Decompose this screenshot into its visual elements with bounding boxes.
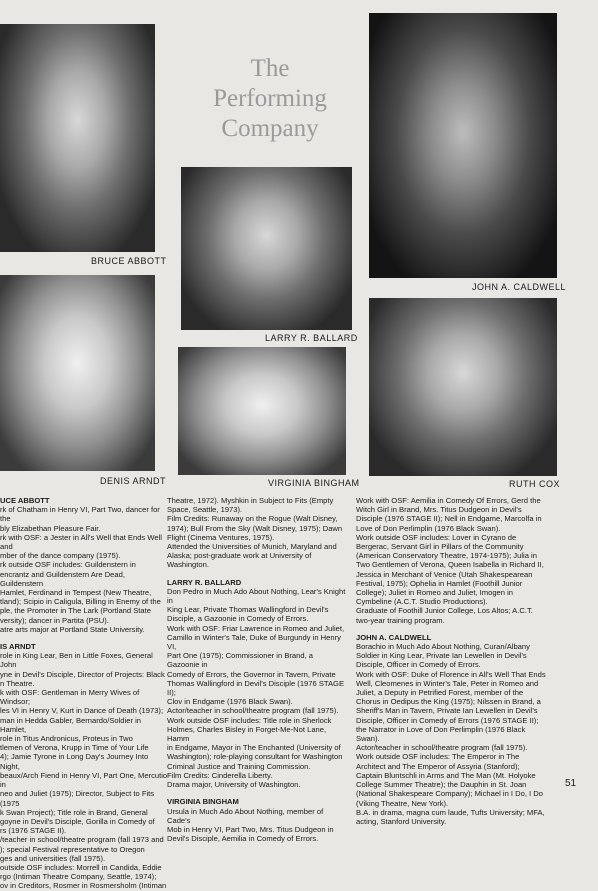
bio-line: Flight (Cinema Ventures, 1975). <box>167 532 275 542</box>
bio-line: Devil's Disciple, Aemilia in Comedy of Errors. <box>167 834 319 844</box>
bio-line: ); special Festival representative to Oregon <box>0 844 145 854</box>
bio-line: Washington. <box>167 560 209 570</box>
bio-line: College); Juliet in Romeo and Juliet, Imogen in <box>356 588 514 598</box>
bio-line: Disciple (1976 STAGE II); Nell in Endgame, Marcolfa in <box>356 514 542 524</box>
bio-line: 1974); Bull From the Sky (Walt Disney, 1975); Dawn <box>167 523 343 533</box>
bio-line: (American Conservatory Theatre, 1974-1975); Julia in <box>356 551 537 561</box>
bio-line: Cymbeline (A.C.T. Studio Productions). <box>356 597 488 607</box>
bio-line: Witch Girl in Brand, Mrs. Titus Dudgeon in Devil's <box>356 505 522 515</box>
bio-line: k with OSF: Gentleman in Merry Wives of Windsor; <box>0 688 140 707</box>
bio-line: goyne in Devil's Disciple, Gorilla in Comedy of <box>0 816 155 826</box>
bio-line: tlemen of Verona, Krupp in Time of Your Life <box>0 743 149 753</box>
bio-line: Ursula in Much Ado About Nothing, member of Cade's <box>167 806 324 825</box>
bio-line: 4); Jamie Tyrone in Long Day's Journey Into Night, <box>0 752 149 771</box>
photo-virginia-bingham <box>178 347 346 475</box>
bio-line: Work outside OSF includes: Title role in Sherlock <box>167 715 332 725</box>
bio-line: Festival, 1975); Ophelia in Hamlet (Foothill Junior <box>356 578 523 588</box>
bio-line: Chorus in Oedipus the King (1975); Nilssen in Brand, a <box>356 697 541 707</box>
bio-line: Disciple, Officer in Comedy of Errors. <box>356 660 481 670</box>
bio-line: n Theatre. <box>0 678 35 688</box>
bio-line: Architect and The Emperor of Assyria (Stanford); <box>356 761 520 771</box>
bio-line: neo and Juliet (1975); Director, Subject to Fits (1975 <box>0 789 155 808</box>
bio-column-1 <box>0 496 168 891</box>
bio-line: atre arts major at Portland State University. <box>0 624 145 634</box>
bio-line: rk outside OSF includes: Guildenstern in <box>0 560 136 570</box>
bio-column-3 <box>356 496 556 826</box>
page-number: 51 <box>565 778 577 789</box>
caption-john-caldwell: JOHN A. CALDWELL <box>472 282 567 292</box>
bio-line: Washington); role-playing consultant for Washington <box>167 752 343 762</box>
bio-line: Criminal Justice and Training Commission. <box>167 761 311 771</box>
bio-line: ov in Creditors, Rosmer in Rosmersholm (Intiman <box>0 881 167 891</box>
caption-virginia-bingham: VIRGINIA BINGHAM <box>268 478 360 488</box>
bio-line: Juliet, a Deputy in Petrified Forest, member of the <box>356 688 524 698</box>
bio-heading: UCE ABBOTT <box>0 496 50 505</box>
bio-line: King Lear, Private Thomas Wallingford in Devil's <box>167 605 329 615</box>
bio-line: tland); Scipio in Caligula, Billing in Enemy of the <box>0 597 161 607</box>
bio-line: College Summer Theatre); the Dauphin in St. Joan <box>356 780 527 790</box>
bio-line: Actor/teacher in school/theatre program (fall 1975). <box>167 706 339 716</box>
bio-line: B.A. in drama, magna cum laude, Tufts University; MFA, <box>356 807 545 817</box>
bio-line: rk of Chatham in Henry VI, Part Two, dancer for the <box>0 505 160 524</box>
bio-line: Graduate of Foothill Junior College, Los Altos; A.C.T. <box>356 606 533 616</box>
page-title: The Performing Company <box>213 55 327 142</box>
bio-line: Clov in Endgame (1976 Black Swan). <box>167 697 293 707</box>
bio-line: (National Shakespeare Company); Michael in I Do, I Do <box>356 789 543 799</box>
caption-denis-arndt: DENIS ARNDT <box>100 476 167 486</box>
bio-line: Jessica in Merchant of Venice (Utah Shakespearean <box>356 569 533 579</box>
bio-line: Attended the Universities of Munich, Maryland and <box>167 542 337 552</box>
bio-line: man in Hedda Gabler, Bernardo/Soldier in Hamlet, <box>0 715 141 734</box>
bio-line: rs (1976 STAGE II). <box>0 826 67 836</box>
bio-line: encrantz and Guildenstern Are Dead, Guildenstern <box>0 569 125 588</box>
bio-line: Comedy of Errors, the Governor in Tavern, Private <box>167 669 336 679</box>
bio-line: beaux/Arch Fiend in Henry VI, Part One, Mercutio in <box>0 770 168 790</box>
bio-line: rk with OSF: a Jester in All's Well that Ends Well and <box>0 532 162 552</box>
bio-column-2 <box>167 496 347 844</box>
bio-line: bly Elizabethan Pleasure Fair. <box>0 523 101 533</box>
bio-heading: LARRY R. BALLARD <box>167 577 242 587</box>
bio-line: Borachio in Much Ado About Nothing, Curan/Albany <box>356 642 530 652</box>
bio-line: yne in Devil's Disciple, Director of Projects: Black <box>0 669 165 679</box>
bio-line: Swan). <box>356 734 380 744</box>
bio-line: /teacher in school/theatre program (fall 1973 and <box>0 835 164 845</box>
photo-john-caldwell <box>369 13 557 278</box>
bio-line: Film Credits: Cinderella Liberty. <box>167 770 273 780</box>
bio-line: role in Titus Andronicus, Proteus in Two <box>0 734 133 744</box>
bio-line: Disciple, Officer in Comedy of Errors (1976 STAGE II); <box>356 715 539 725</box>
bio-line: k Swan Project); Title role in Brand, General <box>0 807 148 817</box>
bio-line: Work with OSF: Duke of Florence in All's Well That Ends <box>356 669 546 679</box>
bio-line: two-year training program. <box>356 615 445 625</box>
bio-line: Love of Don Perlimplin (1976 Black Swan). <box>356 523 501 533</box>
bio-line: Work outside OSF includes: Lover in Cyrano de <box>356 532 517 542</box>
bio-line: Actor/teacher in school/theatre program (fall 1975). <box>356 743 528 753</box>
bio-heading: VIRGINIA BINGHAM <box>167 797 239 807</box>
bio-line: Well, Cleomenes in Winter's Tale, Peter in Romeo and <box>356 678 539 688</box>
photo-denis-arndt <box>0 275 155 471</box>
bio-line: acting, Stanford University. <box>356 816 447 826</box>
bio-line: rgo (Intiman Theatre Company, Seattle, 1974); <box>0 872 157 882</box>
bio-line: Drama major, University of Washington. <box>167 780 301 790</box>
bio-line: Space, Seattle, 1973). <box>167 505 243 515</box>
bio-line: Part One (1975); Commissioner in Brand, a Gazoonie in <box>167 651 314 670</box>
bio-line: Film Credits: Runaway on the Rogue (Walt Disney, <box>167 514 338 524</box>
photo-larry-ballard <box>181 167 352 330</box>
bio-line: mber of the dance company (1975). <box>0 551 121 561</box>
bio-line: versity); dancer in Partita (PSU). <box>0 615 109 625</box>
bio-line: Hamlet, Ferdinand in Tempest (New Theatre, <box>0 588 152 598</box>
bio-line: Work with OSF: Friar Lawrence in Romeo and Juliet, <box>167 623 345 633</box>
caption-bruce-abbott: BRUCE ABBOTT <box>91 256 167 266</box>
bio-line: Disciple, a Gazoonie in Comedy of Errors. <box>167 614 309 624</box>
bio-heading: IS ARNDT <box>0 642 36 652</box>
bio-line: Bergerac, Servant Girl in Pillars of the Community <box>356 542 524 552</box>
photo-ruth-cox <box>369 298 557 476</box>
caption-ruth-cox: RUTH COX <box>509 479 560 489</box>
bio-line: Alaska; post-graduate work at University of <box>167 551 312 561</box>
bio-line: Theatre, 1972). Myshkin in Subject to Fits (Empty <box>167 496 334 505</box>
bio-line: the Narrator in Love of Don Perlimplin (1976 Black <box>356 724 526 734</box>
bio-line: Camillo in Winter's Tale, Duke of Burgundy in Henry VI, <box>167 632 341 652</box>
bio-line: Holmes, Charles Bisley in Forget-Me-Not Lane, Hamm <box>167 724 327 744</box>
bio-line: ges and universities (fall 1975). <box>0 853 106 863</box>
photo-bruce-abbott <box>0 24 155 252</box>
bio-line: Mob in Henry VI, Part Two, Mrs. Titus Dudgeon in <box>167 824 334 834</box>
bio-line: Work with OSF: Aemilia in Comedy Of Errors, Gerd the <box>356 496 541 505</box>
bio-line: ple, the Promoter in The Lark (Portland State <box>0 606 151 616</box>
bio-line: Captain Bluntschli in Arms and The Man (Mt. Holyoke <box>356 770 536 780</box>
bio-line: Soldier in King Lear, Private Ian Lewellen in Devil's <box>356 651 527 661</box>
bio-line: Don Pedro in Much Ado About Nothing, Lear's Knight in <box>167 586 346 606</box>
bio-line: Two Gentlemen of Verona, Queen Isabella in Richard II, <box>356 560 544 570</box>
bio-line: (Viking Theatre, New York). <box>356 798 449 808</box>
bio-line: les VI in Henry V, Kurt in Dance of Death (1973); <box>0 706 164 716</box>
bio-line: outside OSF includes: Morrell in Candida, Eddie <box>0 862 162 872</box>
bio-line: role in King Lear, Ben in Little Foxes, General John <box>0 651 153 670</box>
bio-line: Work outside OSF includes: The Emperor in The <box>356 752 520 762</box>
caption-larry-ballard: LARRY R. BALLARD <box>265 333 358 343</box>
bio-line: Thomas Wallingford in Devil's Disciple (1976 STAGE II); <box>167 678 345 698</box>
bio-heading: JOHN A. CALDWELL <box>356 632 432 642</box>
bio-line: Sheriff's Man in Tavern, Private Ian Lewellen in Devil's <box>356 706 538 716</box>
bio-line: in Endgame, Mayor in The Enchanted (University of <box>167 743 341 753</box>
